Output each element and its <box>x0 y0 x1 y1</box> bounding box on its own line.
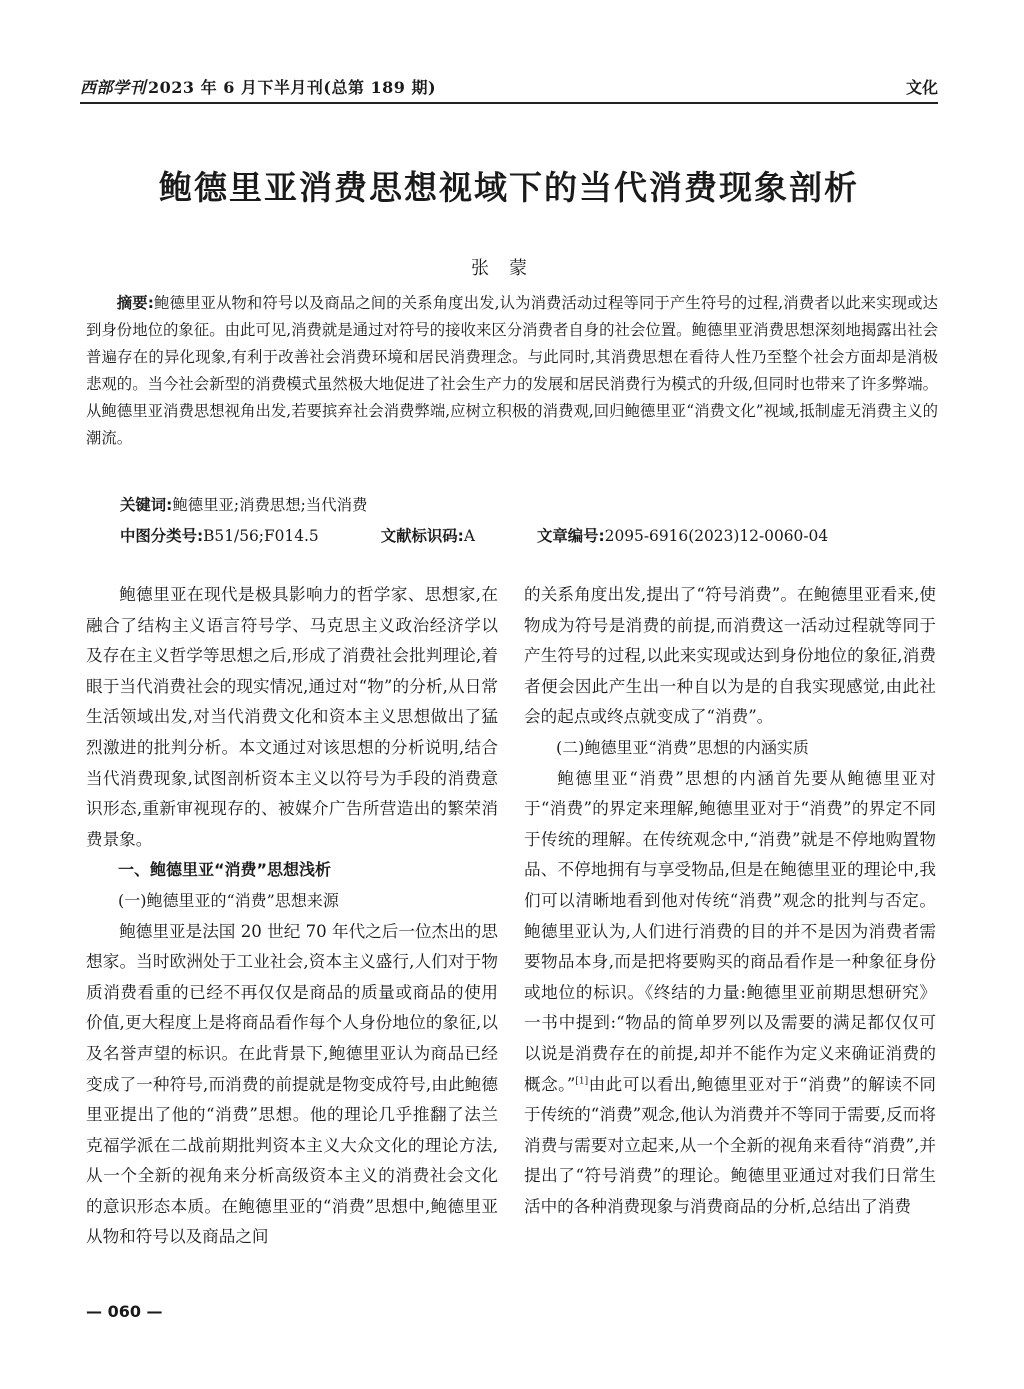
running-header <box>80 68 938 104</box>
paragraph-text: 由此可以看出,鲍德里亚对于“消费”的解读不同于传统的“消费”观念,他认为消费并不等同于需要,反而将消费与需要对立起来,从一个全新的视角来看待“消费”,并提出了“符号消费”的理论。鲍德里亚通过对我们日常生活中的各种消费现象与消费商品的分析,总结出了消费 <box>524 1074 936 1216</box>
citation-mark[interactable]: [1] <box>575 1075 589 1086</box>
abstract <box>86 290 938 452</box>
page-number: — 060 — <box>86 1302 163 1321</box>
clc-number <box>120 524 319 546</box>
clc-label: 中图分类号: <box>120 527 204 545</box>
article-title: 鲍德里亚消费思想视域下的当代消费现象剖析 <box>159 168 859 207</box>
author-name: 张蒙 <box>471 258 547 279</box>
doc-label: 文献标识码: <box>380 527 464 545</box>
classification-line <box>120 524 938 546</box>
body-column-left <box>86 580 498 1253</box>
paragraph: 的关系角度出发,提出了“符号消费”。在鲍德里亚看来,使物成为符号是消费的前提,而消费这一活动过程就等同于产生符号的过程,以此来实现或达到身份地位的象征,消费者便会因此产生出一种自以为是的自我实现感觉,由此社会的起点或终点就变成了“消费”。 <box>524 585 936 727</box>
paragraph-text: 鲍德里亚“消费”思想的内涵首先要从鲍德里亚对于“消费”的界定来理解,鲍德里亚对于“消费”的界定不同于传统的理解。在传统观念中,“消费”就是不停地购置物品、不停地拥有与享受物品,但是在鲍德里亚的理论中,我们可以清晰地看到他对传统“消费”观念的批判与否定。鲍德里亚认为,人们进行消费的目的并不是因为消费者需要物品本身,而是把将要购买的商品看作是一种象征身份或地位的标识。《终结的力量:鲍德里亚前期思想研究》一书中提到:“物品的简单罗列以及需要的满足都仅仅可以说是消费存在的前提,却并不能作为定义来确证消费的概念。” <box>524 768 936 1094</box>
subsection-heading: (一)鲍德里亚的“消费”思想来源 <box>118 890 339 910</box>
section-heading: 一、鲍德里亚“消费”思想浅析 <box>118 860 332 880</box>
document-code <box>381 524 475 546</box>
keywords-text: 鲍德里亚;消费思想;当代消费 <box>172 496 368 514</box>
paragraph <box>524 764 936 1223</box>
journal-logo: 西部学刊 <box>80 78 147 97</box>
section-label: 文化 <box>905 78 938 97</box>
article-number <box>537 524 828 546</box>
abstract-label: 摘要: <box>116 294 154 312</box>
doc-value: A <box>463 527 475 545</box>
clc-value: B51/56;F014.5 <box>203 527 319 545</box>
body-column-right <box>524 580 936 1222</box>
paragraph: 鲍德里亚是法国 20 世纪 70 年代之后一位杰出的思想家。当时欧洲处于工业社会,资本主义盛行,人们对于物质消费看重的已经不再仅仅是商品的质量或商品的使用价值,更大程度上是将商品看作每个人身份地位的象征,以及名誉声望的标识。在此背景下,鲍德里亚认为商品已经变成了一种符号,而消费的前提就是物变成符号,由此鲍德里亚提出了他的“消费”思想。他的理论几乎推翻了法兰克福学派在二战前期批判资本主义大众文化的理论方法,从一个全新的视角来分析高级资本主义的消费社会文化的意识形态本质。在鲍德里亚的“消费”思想中,鲍德里亚从物和符号以及商品之间 <box>86 921 498 1247</box>
abstract-text: 鲍德里亚从物和符号以及商品之间的关系角度出发,认为消费活动过程等同于产生符号的过程,消费者以此来实现或达到身份地位的象征。由此可见,消费就是通过对符号的接收来区分消费者自身的社会位置。鲍德里亚消费思想深刻地揭露出社会普遍存在的异化现象,有利于改善社会消费环境和居民消费理念。与此同时,其消费思想在看待人性乃至整个社会方面却是消极悲观的。当今社会新型的消费模式虽然极大地促进了社会生产力的发展和居民消费行为模式的升级,但同时也带来了许多弊端。从鲍德里亚消费思想视角出发,若要摈弃社会消费弊端,应树立积极的消费观,回归鲍德里亚“消费文化”视域,抵制虚无消费主义的潮流。 <box>86 294 938 447</box>
article-label: 文章编号: <box>536 527 605 545</box>
paragraph: 鲍德里亚在现代是极具影响力的哲学家、思想家,在融合了结构主义语言符号学、马克思主义政治经济学以及存在主义哲学等思想之后,形成了消费社会批判理论,着眼于当代消费社会的现实情况,通过对“物”的分析,从日常生活领域出发,对当代消费文化和资本主义思想做出了猛烈激进的批判分析。本文通过对该思想的分析说明,结合当代消费现象,试图剖析资本主义以符号为手段的消费意识形态,重新审视现存的、被媒介广告所营造出的繁荣消费景象。 <box>86 585 498 849</box>
issue-info: 2023 年 6 月下半月刊(总第 189 期) <box>148 78 437 97</box>
keywords-label: 关键词: <box>120 496 173 514</box>
subsection-heading: (二)鲍德里亚“消费”思想的内涵实质 <box>556 737 809 757</box>
article-value: 2095-6916(2023)12-0060-04 <box>604 527 829 545</box>
journal-issue-line <box>80 75 436 98</box>
keywords <box>120 493 938 515</box>
